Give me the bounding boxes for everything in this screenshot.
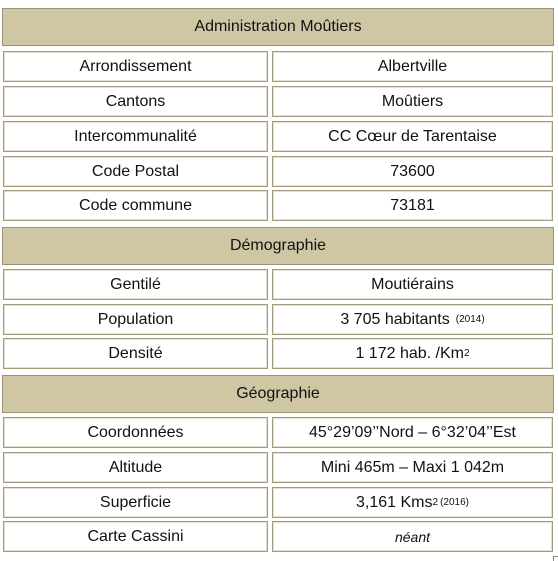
value-carte-cassini (272, 521, 553, 552)
label-code-commune (3, 190, 268, 221)
label-cantons (3, 86, 268, 117)
value-text: Albertville (377, 57, 448, 75)
section-header-administration (2, 8, 554, 46)
value-text: 3 705 habitants (340, 310, 450, 328)
value-code-postal (272, 156, 553, 187)
label-text: Gentilé (110, 275, 161, 293)
value-text: 73181 (390, 196, 435, 214)
value-text: 73600 (390, 162, 435, 180)
label-text: Arrondissement (79, 57, 192, 75)
label-text: Code commune (79, 196, 192, 214)
value-population (272, 304, 553, 335)
value-text: 3,161 Kms (356, 493, 433, 511)
value-densite: 1 172 hab. /Km 2 (272, 338, 553, 369)
value-text: 1 172 hab. /Km (355, 344, 464, 362)
year-note: (2014) (455, 314, 485, 325)
label-text: Population (97, 310, 174, 328)
value-cantons (272, 86, 553, 117)
label-gentile (3, 269, 268, 300)
label-text: Intercommunalité (74, 127, 197, 145)
label-altitude (3, 452, 268, 483)
label-text: Superficie (99, 493, 172, 511)
label-population (3, 304, 268, 335)
label-arrondissement (3, 51, 268, 82)
label-coordonnees (3, 417, 268, 448)
label-text: Carte Cassini (87, 527, 184, 545)
label-intercommunalite (3, 121, 268, 152)
section-title: Démographie (229, 237, 327, 254)
value-text: néant (394, 528, 431, 545)
label-densite (3, 338, 268, 369)
label-text: Cantons (105, 92, 166, 110)
value-altitude (272, 452, 553, 483)
corner-mark (553, 556, 558, 561)
value-superficie: 3,161 Kms 2 (2016) (272, 487, 553, 518)
section-title: Géographie (236, 385, 320, 402)
year-note: (2016) (440, 497, 469, 508)
value-gentile (272, 269, 553, 300)
section-header-demographie (2, 227, 554, 265)
label-code-postal (3, 156, 268, 187)
value-text: Moûtiers (381, 92, 444, 110)
value-coordonnees (272, 417, 553, 448)
label-text: Coordonnées (87, 423, 184, 441)
label-carte-cassini (3, 521, 268, 552)
label-superficie (3, 487, 268, 518)
value-text: 45°29’09’’Nord – 6°32’04’’Est (308, 423, 516, 441)
value-arrondissement (272, 51, 553, 82)
value-text: CC Cœur de Tarentaise (328, 127, 497, 145)
value-text: Mini 465m – Maxi 1 042m (320, 458, 505, 476)
section-title: Administration Moûtiers (194, 18, 362, 35)
value-code-commune (272, 190, 553, 221)
label-text: Code Postal (91, 162, 180, 180)
value-text: Moutiérains (371, 275, 454, 293)
value-intercommunalite (272, 121, 553, 152)
label-text: Altitude (108, 458, 163, 476)
section-header-geographie (2, 375, 554, 413)
label-text: Densité (108, 344, 163, 362)
